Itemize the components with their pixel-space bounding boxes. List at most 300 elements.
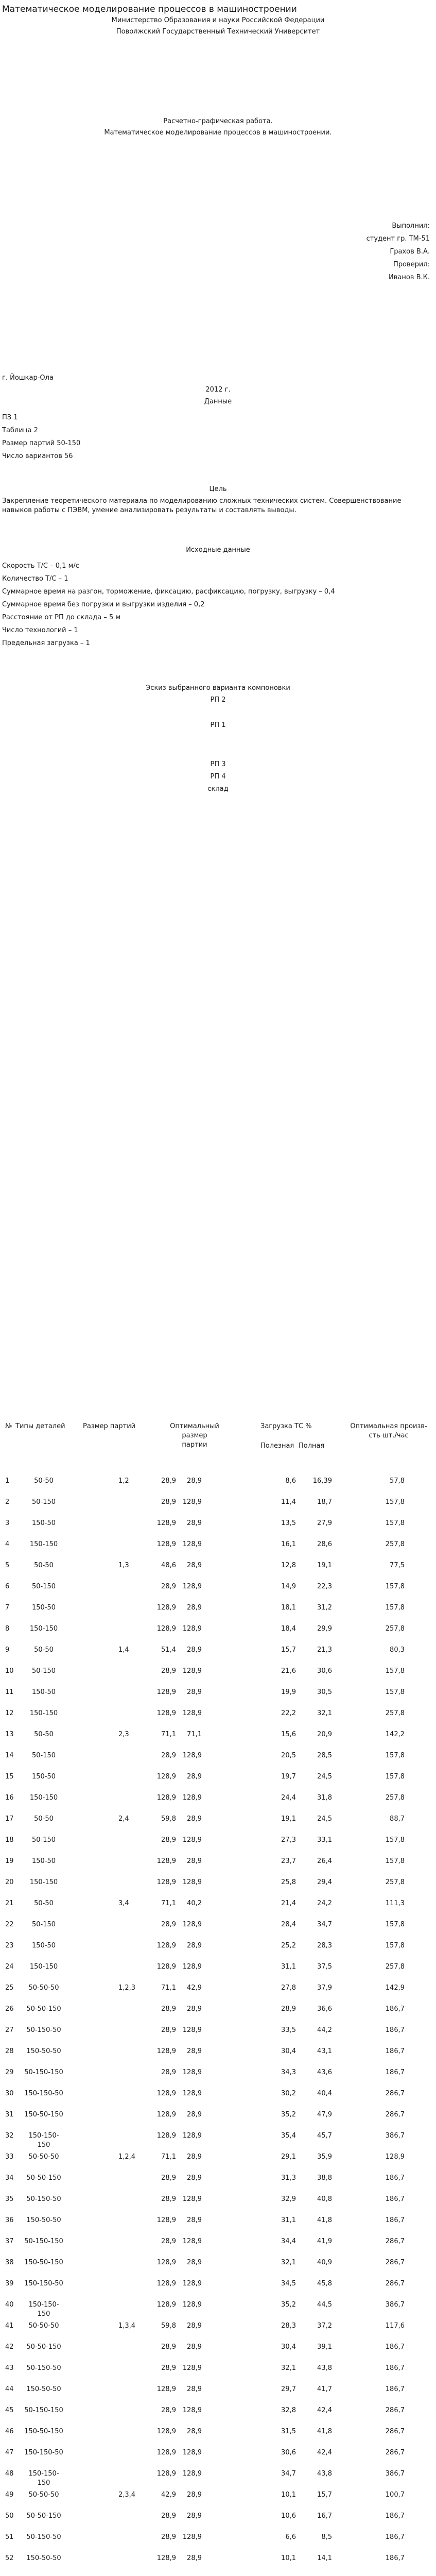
row-number: 7 xyxy=(5,1604,10,1612)
row-load-useful: 30,4 xyxy=(281,2047,296,2055)
row-load-full: 29,4 xyxy=(317,1878,332,1886)
table-body xyxy=(0,1477,436,2576)
source-distance: Расстояние от РП до склада – 5 м xyxy=(2,614,121,621)
ministry-line: Министерство Образования и науки Российской Федерации xyxy=(111,16,325,24)
row-number: 14 xyxy=(5,1752,14,1759)
row-number: 17 xyxy=(5,1815,14,1823)
row-load-useful: 19,9 xyxy=(281,1688,296,1696)
table-row xyxy=(0,2364,436,2385)
row-load-full: 40,8 xyxy=(317,2195,332,2203)
row-optimal-batch-2: 28,9 xyxy=(187,1477,202,1485)
header-size: Размер партий xyxy=(83,1422,136,1430)
table-row xyxy=(0,2300,436,2321)
row-optimal-batch-2: 28,9 xyxy=(187,2047,202,2055)
row-load-full: 43,1 xyxy=(317,2047,332,2055)
source-accel: Суммарное время на разгон, торможение, фиксацию, расфиксацию, погрузку, выгрузку – 0,4 xyxy=(2,588,335,596)
row-optimal-productivity: 186,7 xyxy=(385,2385,405,2393)
row-part-types: 150-50-50 xyxy=(26,2385,61,2393)
row-part-types: 150-150-50 xyxy=(24,2090,63,2097)
table-row xyxy=(0,1667,436,1688)
row-load-useful: 21,6 xyxy=(281,1667,296,1675)
row-optimal-batch-1: 128,9 xyxy=(156,2259,176,2266)
row-part-types: 150-150 xyxy=(29,1540,58,1548)
row-load-useful: 32,1 xyxy=(281,2259,296,2266)
row-optimal-batch-1: 28,9 xyxy=(161,2174,176,2182)
row-load-useful: 19,7 xyxy=(281,1773,296,1781)
row-optimal-batch-1: 128,9 xyxy=(156,1709,176,1717)
table-row xyxy=(0,2131,436,2153)
row-load-useful: 32,1 xyxy=(281,2364,296,2372)
row-optimal-batch-1: 128,9 xyxy=(156,1540,176,1548)
row-part-types: 150-150 xyxy=(29,1625,58,1633)
row-number: 19 xyxy=(5,1857,14,1865)
source-idle: Суммарное время без погрузки и выгрузки изделия – 0,2 xyxy=(2,601,205,608)
row-number: 1 xyxy=(5,1477,10,1485)
row-load-useful: 35,4 xyxy=(281,2132,296,2140)
row-load-full: 43,6 xyxy=(317,2069,332,2076)
signature-block xyxy=(367,219,430,284)
row-number: 30 xyxy=(5,2090,14,2097)
table-row xyxy=(0,1603,436,1624)
row-optimal-productivity: 157,8 xyxy=(385,1752,405,1759)
row-batch-size: 1,3 xyxy=(118,1562,129,1569)
university-line: Поволжский Государственный Технический Университет xyxy=(116,28,320,36)
row-load-useful: 13,5 xyxy=(281,1519,296,1527)
row-part-types: 50-50-50 xyxy=(28,2491,59,2499)
row-load-full: 37,5 xyxy=(317,1963,332,1971)
row-optimal-batch-1: 128,9 xyxy=(156,2111,176,2119)
row-optimal-batch-2: 28,9 xyxy=(187,1519,202,1527)
row-load-useful: 30,2 xyxy=(281,2090,296,2097)
row-load-useful: 10,1 xyxy=(281,2491,296,2499)
row-number: 29 xyxy=(5,2069,14,2076)
row-number: 25 xyxy=(5,1984,14,1992)
row-load-full: 28,6 xyxy=(317,1540,332,1548)
row-optimal-batch-2: 28,9 xyxy=(187,2322,202,2330)
row-part-types: 50-150-50 xyxy=(26,2026,61,2034)
row-number: 31 xyxy=(5,2111,14,2119)
table-row xyxy=(0,1582,436,1603)
row-optimal-batch-2: 128,9 xyxy=(182,2533,202,2541)
row-load-full: 30,5 xyxy=(317,1688,332,1696)
row-optimal-batch-2: 128,9 xyxy=(182,1583,202,1590)
table-row xyxy=(0,1498,436,1519)
row-part-types: 50-50-50 xyxy=(28,1984,59,1992)
table-row xyxy=(0,1984,436,2005)
row-optimal-batch-1: 128,9 xyxy=(156,1857,176,1865)
row-load-full: 29,9 xyxy=(317,1625,332,1633)
row-optimal-batch-2: 28,9 xyxy=(187,1815,202,1823)
row-optimal-productivity: 157,8 xyxy=(385,1583,405,1590)
row-load-full: 30,6 xyxy=(317,1667,332,1675)
sketch-rp3: РП 3 xyxy=(210,760,226,768)
row-optimal-batch-2: 128,9 xyxy=(182,1540,202,1548)
row-load-full: 47,9 xyxy=(317,2111,332,2119)
row-load-full: 31,2 xyxy=(317,1604,332,1612)
row-load-full: 18,7 xyxy=(317,1498,332,1506)
sketch-title: Эскиз выбранного варианта компоновки xyxy=(146,684,290,692)
row-part-types: 150-50 xyxy=(31,1688,56,1696)
row-number: 10 xyxy=(5,1667,14,1675)
row-optimal-batch-1: 28,9 xyxy=(161,2195,176,2203)
row-optimal-batch-1: 28,9 xyxy=(161,2005,176,2013)
sketch-rp2: РП 2 xyxy=(210,696,226,704)
row-optimal-batch-2: 28,9 xyxy=(187,2491,202,2499)
row-optimal-batch-2: 28,9 xyxy=(187,1604,202,1612)
row-optimal-productivity: 157,8 xyxy=(385,1519,405,1527)
row-load-full: 27,9 xyxy=(317,1519,332,1527)
row-optimal-productivity: 257,8 xyxy=(385,1878,405,1886)
row-load-full: 32,1 xyxy=(317,1709,332,1717)
goal-text: Закрепление теоретического материала по моделированию сложных технических систем. Совершенствование навыков работы с ПЭВМ, умение анализировать результаты и составлять выводы. xyxy=(2,497,402,514)
row-load-useful: 31,3 xyxy=(281,2174,296,2182)
row-number: 27 xyxy=(5,2026,14,2034)
row-optimal-batch-1: 128,9 xyxy=(156,1963,176,1971)
row-number: 49 xyxy=(5,2491,14,2499)
row-part-types: 50-150-150 xyxy=(24,2069,63,2076)
row-optimal-productivity: 186,7 xyxy=(385,2554,405,2562)
row-part-types: 150-50-50 xyxy=(26,2216,61,2224)
row-optimal-batch-2: 28,9 xyxy=(187,2153,202,2161)
row-load-useful: 34,7 xyxy=(281,2470,296,2478)
row-optimal-batch-1: 128,9 xyxy=(156,2216,176,2224)
row-number: 39 xyxy=(5,2280,14,2287)
row-optimal-batch-2: 28,9 xyxy=(187,1773,202,1781)
source-speed: Скорость Т/С – 0,1 м/с xyxy=(2,562,79,570)
table-row xyxy=(0,2490,436,2512)
row-optimal-productivity: 186,7 xyxy=(385,2533,405,2541)
row-load-full: 43,8 xyxy=(317,2364,332,2372)
row-optimal-productivity: 157,8 xyxy=(385,1857,405,1865)
row-optimal-productivity: 111,3 xyxy=(385,1900,405,1907)
row-load-full: 16,7 xyxy=(317,2512,332,2520)
row-optimal-batch-2: 128,9 xyxy=(182,1752,202,1759)
table-row xyxy=(0,2533,436,2554)
source-list xyxy=(2,562,424,652)
row-number: 47 xyxy=(5,2449,14,2456)
done-label: Выполнил: xyxy=(392,222,430,230)
row-number: 20 xyxy=(5,1878,14,1886)
row-optimal-batch-1: 128,9 xyxy=(156,1942,176,1950)
row-optimal-batch-1: 28,9 xyxy=(161,2512,176,2520)
row-optimal-batch-2: 128,9 xyxy=(182,2301,202,2309)
row-load-full: 24,5 xyxy=(317,1815,332,1823)
row-part-types: 50-150 xyxy=(31,1836,56,1844)
row-optimal-batch-1: 128,9 xyxy=(156,2385,176,2393)
row-load-full: 41,9 xyxy=(317,2238,332,2245)
row-load-full: 16,39 xyxy=(312,1477,332,1485)
year: 2012 г. xyxy=(205,386,231,394)
row-number: 2 xyxy=(5,1498,10,1506)
row-optimal-batch-1: 28,9 xyxy=(161,2406,176,2414)
row-optimal-batch-1: 71,1 xyxy=(161,1984,176,1992)
sketch-rp1: РП 1 xyxy=(210,721,226,729)
row-optimal-batch-2: 128,9 xyxy=(182,2195,202,2203)
row-optimal-batch-2: 28,9 xyxy=(187,1562,202,1569)
row-load-full: 39,1 xyxy=(317,2343,332,2351)
row-number: 36 xyxy=(5,2216,14,2224)
row-load-full: 36,6 xyxy=(317,2005,332,2013)
table-row xyxy=(0,2406,436,2427)
row-part-types: 150-50-50 xyxy=(26,2047,61,2055)
table-row xyxy=(0,2068,436,2089)
row-load-useful: 15,6 xyxy=(281,1731,296,1738)
row-load-full: 20,9 xyxy=(317,1731,332,1738)
row-load-useful: 10,6 xyxy=(281,2512,296,2520)
table-row xyxy=(0,1772,436,1793)
row-load-full: 41,8 xyxy=(317,2428,332,2435)
row-part-types: 150-50-150 xyxy=(24,2428,63,2435)
table-row xyxy=(0,2279,436,2300)
row-optimal-batch-1: 71,1 xyxy=(161,1900,176,1907)
row-number: 18 xyxy=(5,1836,14,1844)
row-part-types: 50-150-150 xyxy=(24,2406,63,2414)
row-part-types: 50-150-50 xyxy=(26,2533,61,2541)
row-optimal-batch-1: 128,9 xyxy=(156,2470,176,2478)
source-load: Предельная загрузка – 1 xyxy=(2,639,90,647)
row-part-types: 150-50 xyxy=(31,1942,56,1950)
row-load-useful: 31,1 xyxy=(281,2216,296,2224)
row-optimal-productivity: 186,7 xyxy=(385,2069,405,2076)
row-number: 23 xyxy=(5,1942,14,1950)
row-load-useful: 10,1 xyxy=(281,2554,296,2562)
row-load-full: 28,3 xyxy=(317,1942,332,1950)
goal-heading: Цель xyxy=(209,485,227,493)
row-optimal-batch-1: 128,9 xyxy=(156,1519,176,1527)
row-optimal-productivity: 386,7 xyxy=(385,2470,405,2478)
row-optimal-productivity: 257,8 xyxy=(385,1540,405,1548)
row-optimal-batch-2: 128,9 xyxy=(182,2090,202,2097)
table-row xyxy=(0,1540,436,1561)
row-part-types: 150-150 xyxy=(29,1963,58,1971)
row-part-types: 150-150 xyxy=(29,1709,58,1717)
row-load-full: 44,2 xyxy=(317,2026,332,2034)
table-row xyxy=(0,1477,436,1498)
row-load-useful: 34,3 xyxy=(281,2069,296,2076)
row-part-types: 50-150-150 xyxy=(24,2238,63,2245)
row-load-useful: 25,8 xyxy=(281,1878,296,1886)
row-load-full: 31,8 xyxy=(317,1794,332,1802)
row-optimal-batch-2: 28,9 xyxy=(187,2385,202,2393)
row-batch-size: 1,2,4 xyxy=(118,2153,136,2161)
header-useful: Полезная xyxy=(260,1442,294,1450)
row-load-full: 42,4 xyxy=(317,2406,332,2414)
sketch-rp4: РП 4 xyxy=(210,773,226,781)
row-number: 21 xyxy=(5,1900,14,1907)
row-optimal-batch-1: 71,1 xyxy=(161,2153,176,2161)
table-row xyxy=(0,2237,436,2258)
row-optimal-productivity: 286,7 xyxy=(385,2238,405,2245)
row-load-full: 34,7 xyxy=(317,1921,332,1928)
row-load-useful: 31,5 xyxy=(281,2428,296,2435)
row-optimal-batch-2: 28,9 xyxy=(187,1942,202,1950)
row-part-types: 50-50-150 xyxy=(26,2174,61,2182)
row-batch-size: 1,4 xyxy=(118,1646,129,1654)
row-load-full: 44,5 xyxy=(317,2301,332,2309)
row-optimal-batch-1: 128,9 xyxy=(156,2554,176,2562)
row-part-types: 150-150-150 xyxy=(28,2470,59,2487)
row-part-types: 150-150 xyxy=(29,1878,58,1886)
row-number: 22 xyxy=(5,1921,14,1928)
row-number: 42 xyxy=(5,2343,14,2351)
row-part-types: 150-150-150 xyxy=(28,2132,59,2149)
row-optimal-productivity: 77,5 xyxy=(390,1562,405,1569)
row-load-useful: 28,9 xyxy=(281,2005,296,2013)
row-optimal-batch-1: 28,9 xyxy=(161,1498,176,1506)
row-number: 16 xyxy=(5,1794,14,1802)
row-number: 50 xyxy=(5,2512,14,2520)
data-table: Таблица 2 xyxy=(2,427,38,434)
data-pz: ПЗ 1 xyxy=(2,414,18,421)
row-number: 32 xyxy=(5,2132,14,2140)
table-row xyxy=(0,2258,436,2279)
row-part-types: 50-150 xyxy=(31,1583,56,1590)
table-row xyxy=(0,2089,436,2110)
row-optimal-batch-1: 128,9 xyxy=(156,1688,176,1696)
row-optimal-productivity: 386,7 xyxy=(385,2132,405,2140)
row-load-useful: 18,4 xyxy=(281,1625,296,1633)
row-optimal-batch-1: 128,9 xyxy=(156,2090,176,2097)
row-batch-size: 2,3,4 xyxy=(118,2491,136,2499)
row-optimal-productivity: 286,7 xyxy=(385,2449,405,2456)
row-number: 12 xyxy=(5,1709,14,1717)
row-optimal-productivity: 80,3 xyxy=(390,1646,405,1654)
row-load-full: 45,8 xyxy=(317,2280,332,2287)
row-part-types: 50-50 xyxy=(34,1900,54,1907)
row-optimal-productivity: 386,7 xyxy=(385,2301,405,2309)
row-load-full: 22,3 xyxy=(317,1583,332,1590)
row-load-useful: 18,1 xyxy=(281,1604,296,1612)
row-load-useful: 22,2 xyxy=(281,1709,296,1717)
row-optimal-productivity: 257,8 xyxy=(385,1709,405,1717)
row-load-useful: 21,4 xyxy=(281,1900,296,1907)
source-count: Количество Т/С – 1 xyxy=(2,575,68,583)
row-number: 3 xyxy=(5,1519,10,1527)
row-number: 9 xyxy=(5,1646,10,1654)
table-row xyxy=(0,1730,436,1751)
row-part-types: 50-150 xyxy=(31,1752,56,1759)
row-number: 34 xyxy=(5,2174,14,2182)
data-list xyxy=(2,411,80,463)
page-title: Математическое моделирование процессов в машиностроении xyxy=(2,4,297,14)
row-optimal-batch-1: 28,9 xyxy=(161,1836,176,1844)
table-row xyxy=(0,2216,436,2237)
row-load-useful: 6,6 xyxy=(285,2533,296,2541)
row-number: 37 xyxy=(5,2238,14,2245)
row-number: 11 xyxy=(5,1688,14,1696)
data-variants: Число вариантов 56 xyxy=(2,452,73,460)
row-optimal-batch-2: 28,9 xyxy=(187,1688,202,1696)
row-optimal-batch-2: 28,9 xyxy=(187,2174,202,2182)
row-part-types: 50-150-50 xyxy=(26,2364,61,2372)
row-optimal-productivity: 142,2 xyxy=(385,1731,405,1738)
row-optimal-productivity: 157,8 xyxy=(385,1498,405,1506)
row-optimal-batch-1: 28,9 xyxy=(161,1477,176,1485)
table-row xyxy=(0,1709,436,1730)
row-optimal-productivity: 286,7 xyxy=(385,2090,405,2097)
row-optimal-batch-1: 28,9 xyxy=(161,2069,176,2076)
row-optimal-productivity: 286,7 xyxy=(385,2259,405,2266)
row-load-full: 41,8 xyxy=(317,2216,332,2224)
table-row xyxy=(0,2026,436,2047)
row-optimal-batch-2: 28,9 xyxy=(187,2005,202,2013)
row-load-useful: 8,6 xyxy=(285,1477,296,1485)
row-optimal-batch-1: 71,1 xyxy=(161,1731,176,1738)
row-optimal-productivity: 186,7 xyxy=(385,2343,405,2351)
header-full: Полная xyxy=(299,1442,325,1450)
row-optimal-productivity: 157,8 xyxy=(385,1604,405,1612)
row-optimal-batch-1: 28,9 xyxy=(161,2238,176,2245)
row-optimal-productivity: 57,8 xyxy=(390,1477,405,1485)
row-optimal-productivity: 186,7 xyxy=(385,2512,405,2520)
row-optimal-batch-1: 128,9 xyxy=(156,1604,176,1612)
row-load-full: 35,9 xyxy=(317,2153,332,2161)
row-optimal-productivity: 157,8 xyxy=(385,1836,405,1844)
table-row xyxy=(0,1624,436,1646)
row-load-useful: 28,3 xyxy=(281,2322,296,2330)
table-row xyxy=(0,1962,436,1984)
row-load-full: 15,7 xyxy=(317,2491,332,2499)
row-load-useful: 31,1 xyxy=(281,1963,296,1971)
table-row xyxy=(0,1751,436,1772)
row-part-types: 50-150-50 xyxy=(26,2195,61,2203)
row-optimal-batch-2: 28,9 xyxy=(187,1857,202,1865)
table-row xyxy=(0,2448,436,2469)
student-name: Грахов В.А. xyxy=(390,248,430,256)
student-group: студент гр. ТМ-51 xyxy=(366,235,430,243)
row-optimal-batch-1: 128,9 xyxy=(156,1794,176,1802)
row-load-full: 40,4 xyxy=(317,2090,332,2097)
row-optimal-productivity: 257,8 xyxy=(385,1794,405,1802)
row-optimal-productivity: 286,7 xyxy=(385,2280,405,2287)
header-num: № xyxy=(5,1422,12,1430)
row-load-useful: 25,2 xyxy=(281,1942,296,1950)
table-row xyxy=(0,2110,436,2131)
row-load-useful: 19,1 xyxy=(281,1815,296,1823)
row-load-full: 24,2 xyxy=(317,1900,332,1907)
row-load-useful: 34,4 xyxy=(281,2238,296,2245)
data-heading: Данные xyxy=(204,398,232,405)
row-load-useful: 14,9 xyxy=(281,1583,296,1590)
row-number: 43 xyxy=(5,2364,14,2372)
row-optimal-batch-2: 128,9 xyxy=(182,1794,202,1802)
table-row xyxy=(0,1836,436,1857)
teacher-name: Иванов В.К. xyxy=(388,274,430,281)
row-optimal-batch-1: 128,9 xyxy=(156,2449,176,2456)
row-load-useful: 27,8 xyxy=(281,1984,296,1992)
row-part-types: 150-150 xyxy=(29,1794,58,1802)
table-row xyxy=(0,2047,436,2068)
row-part-types: 150-150-150 xyxy=(28,2301,59,2318)
row-part-types: 150-150-50 xyxy=(24,2280,63,2287)
row-load-useful: 34,5 xyxy=(281,2280,296,2287)
row-part-types: 50-50 xyxy=(34,1562,54,1569)
row-part-types: 50-150 xyxy=(31,1498,56,1506)
row-optimal-batch-2: 128,9 xyxy=(182,2238,202,2245)
row-part-types: 150-50 xyxy=(31,1857,56,1865)
row-part-types: 50-50-50 xyxy=(28,2322,59,2330)
row-optimal-batch-2: 128,9 xyxy=(182,2364,202,2372)
row-number: 41 xyxy=(5,2322,14,2330)
source-tech: Число технологий – 1 xyxy=(2,626,78,634)
row-load-full: 8,5 xyxy=(321,2533,332,2541)
row-optimal-productivity: 286,7 xyxy=(385,2111,405,2119)
row-optimal-batch-2: 128,9 xyxy=(182,1709,202,1717)
row-optimal-batch-2: 128,9 xyxy=(182,1625,202,1633)
table-row xyxy=(0,2469,436,2490)
row-optimal-batch-2: 28,9 xyxy=(187,2111,202,2119)
table-row xyxy=(0,1857,436,1878)
